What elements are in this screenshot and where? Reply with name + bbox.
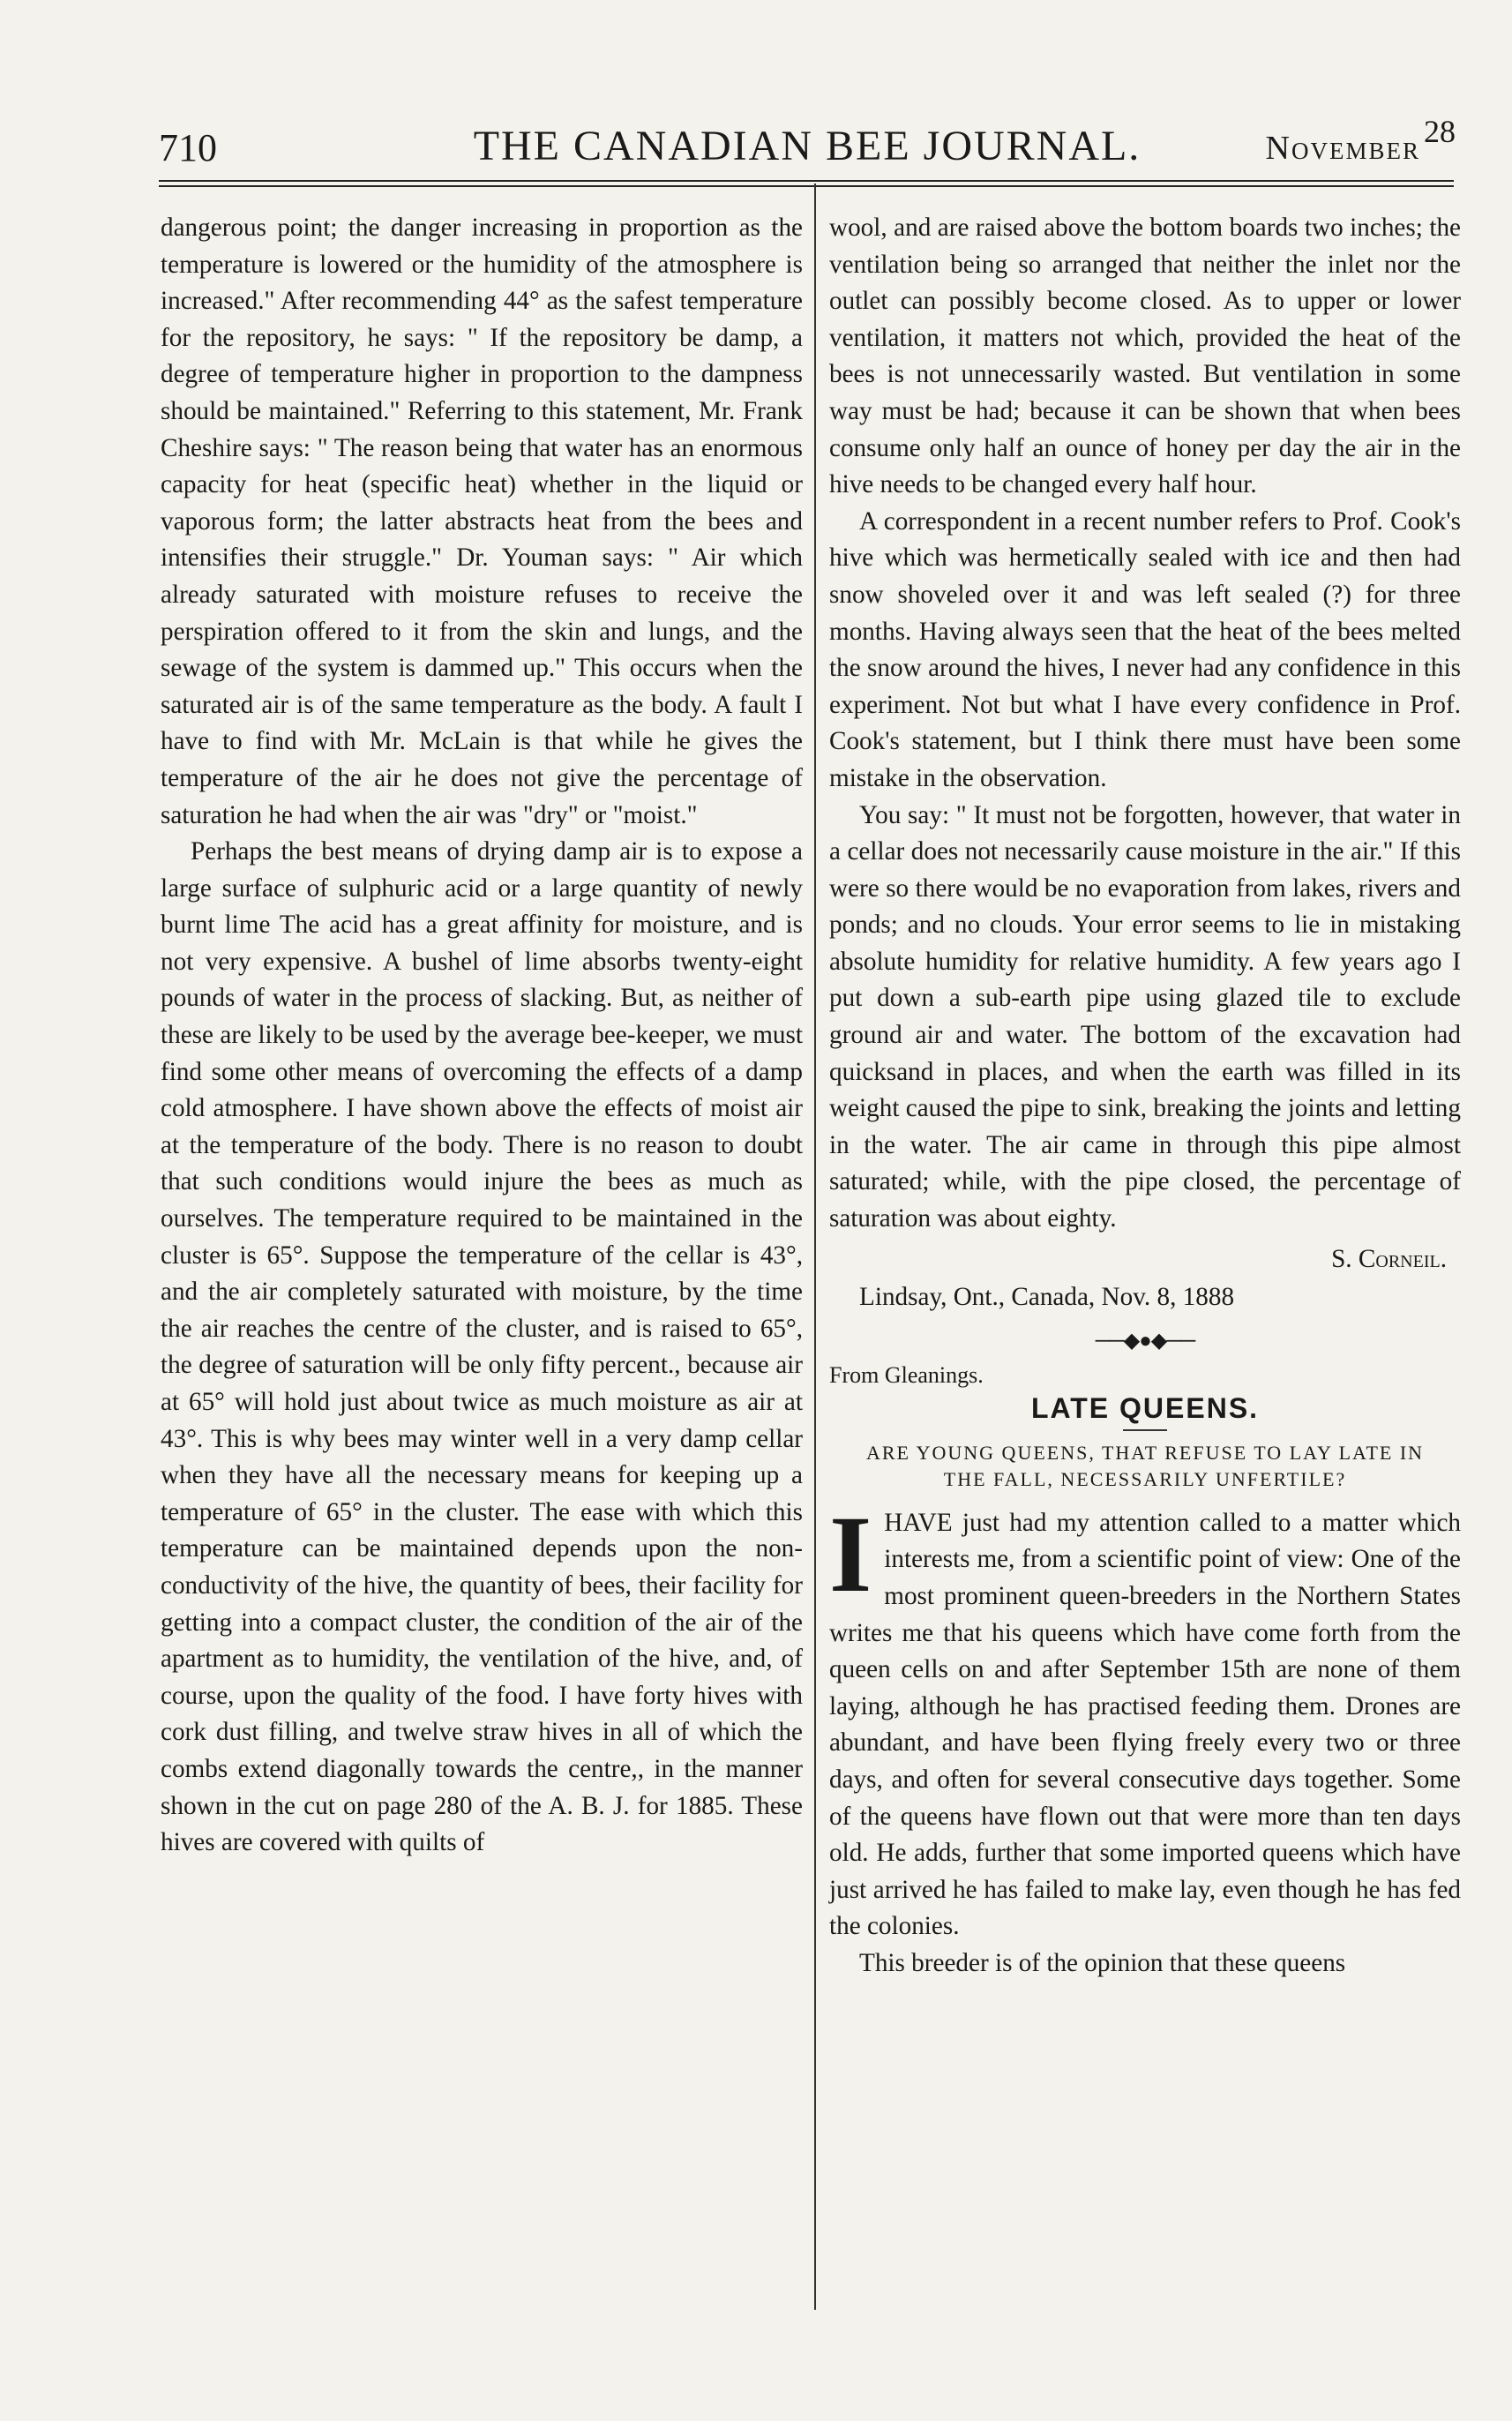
article-subtitle: ARE YOUNG QUEENS, THAT REFUSE TO LAY LATE IN THE FALL, NECESSARILY UNFERTILE? bbox=[865, 1441, 1425, 1490]
left-column bbox=[161, 210, 803, 1862]
page-header bbox=[159, 113, 1456, 175]
page-number: 710 bbox=[159, 126, 217, 169]
right-paragraph-3: You say: " It must not be forgotten, however, that water in a cellar does not necessarily cause moisture in the air." If this were so there would be no evaporation from lakes, rivers and ponds; and no clouds. Your error seems to lie in mistaking absolute humidity for relative humidity. A few years ago I put down a sub-earth pipe using glazed tile to exclude ground air and water. The bottom of the excavation had quicksand in places, and when the earth was filled in its weight caused the pipe to sink, breaking the joints and letting in the water. The air came in through this pipe almost saturated; while, with the pipe closed, the percentage of saturation was about eighty. bbox=[829, 800, 1461, 1233]
article-paragraph-1: IHAVE just had my attention called to a matter which interests me, from a scientific point of view: One of the most prominent queen-breeders in the Northern States writes me that his queens which have come forth from the queen cells on and after September 15th are none of them laying, although he has practised feeding them. Drones are abundant, and have been flying freely every two or three days, and often for several consecutive days together. Some of the queens have flown out that were more than ten days old. He adds, further that some imported queens which have just arrived he has failed to make lay, even though he has fed the colonies. bbox=[829, 1493, 1461, 1941]
title-rule bbox=[1123, 1429, 1167, 1431]
header-rule-bottom bbox=[159, 185, 1454, 187]
article-source: From Gleanings. bbox=[829, 1361, 984, 1388]
header-day: 28 bbox=[1424, 114, 1456, 149]
left-paragraph-1: dangerous point; the danger increasing in proportion as the temperature is lowered or the humidity of the atmosphere is increased." After recommending 44° as the safest temperature for the repository, he says: " If the repository be damp, a degree of temperature higher in proportion to the dampness should be maintained." Referring to this statement, Mr. Frank Cheshire says: " The reason being that water has an enormous capacity for heat (specific heat) whether in the liquid or vaporous form; the latter abstracts heat from the bees and intensifies their struggle." Dr. Youman says: " Air which already saturated with moisture refuses to receive the perspiration offered to it from the skin and lungs, and the sewage of the system is dammed up." This occurs when the saturated air is of the same temperature as the body. A fault I have to find with Mr. McLain is that while he gives the temperature of the air he does not give the percentage of saturation he had when the air was "dry" or "moist." bbox=[161, 214, 803, 829]
right-paragraph-1: wool, and are raised above the bottom boards two inches; the ventilation being so arranged that neither the inlet nor the outlet can possibly become closed. As to upper or lower ventilation, it matters not which, provided the heat of the bees is not unnecessarily wasted. But ventilation in some way must be had; because it can be shown that when bees consume only half an ounce of honey per day the air in the hive needs to be changed every half hour. bbox=[829, 214, 1461, 499]
left-paragraph-2: Perhaps the best means of drying damp air is to expose a large surface of sulphuric acid or a large quantity of newly burnt lime The acid has a great affinity for moisture, and is not very expensive. A bushel of lime absorbs twenty-eight pounds of water in the process of slacking. But, as neither of these are likely to be used by the average bee-keeper, we must find some other means of overcoming the effects of a damp cold atmosphere. I have shown above the effects of moist air at the temperature of the body. There is no reason to doubt that such conditions would injure the bees as much as ourselves. The temperature required to be maintained in the cluster is 65°. Suppose the temperature of the cellar is 43°, and the air completely saturated with moisture, by the time the air reaches the centre of the cluster, and is raised to 65°, the degree of saturation will be only fifty percent., because air at 65° will hold just about twice as much moisture as air at 43°. This is why bees may winter well in a very damp cellar when they have all the necessary means for keeping up a temperature of 65° in the cluster. The ease with which this temperature can be maintained depends upon the non-conductivity of the hive, the quantity of bees, their facility for getting into a compact cluster, the condition of the air of the apartment as to humidity, the ventilation of the hive, and, of course, upon the quality of the food. I have forty hives with cork dust filling, and twelve straw hives in all of which the combs extend diagonally towards the centre,, in the manner shown in the cut on page 280 of the A. B. J. for 1885. These hives are covered with quilts of bbox=[161, 837, 803, 1857]
author-signature: S. Corneil. bbox=[1331, 1244, 1447, 1273]
column-divider bbox=[814, 184, 816, 2310]
header-month: November bbox=[1265, 130, 1420, 167]
right-paragraph-2: A correspondent in a recent number refers to Prof. Cook's hive which was hermetically sealed with ice and then had snow shoveled over it and was left sealed (?) for three months. Having always seen that the heat of the bees melted the snow around the hives, I never had any confidence in this experiment. Not but what I have every confidence in Prof. Cook's statement, but I think there must have been some mistake in the observation. bbox=[829, 506, 1461, 792]
section-ornament: ──◆●◆── bbox=[1095, 1329, 1195, 1353]
dateline: Lindsay, Ont., Canada, Nov. 8, 1888 bbox=[859, 1283, 1235, 1312]
header-rule-top bbox=[159, 180, 1454, 182]
right-column bbox=[829, 210, 1461, 1983]
journal-title: THE CANADIAN BEE JOURNAL. bbox=[473, 123, 1141, 169]
article-title: LATE QUEENS. bbox=[1030, 1391, 1260, 1424]
article-paragraph-2: This breeder is of the opinion that these queens bbox=[859, 1948, 1346, 1977]
